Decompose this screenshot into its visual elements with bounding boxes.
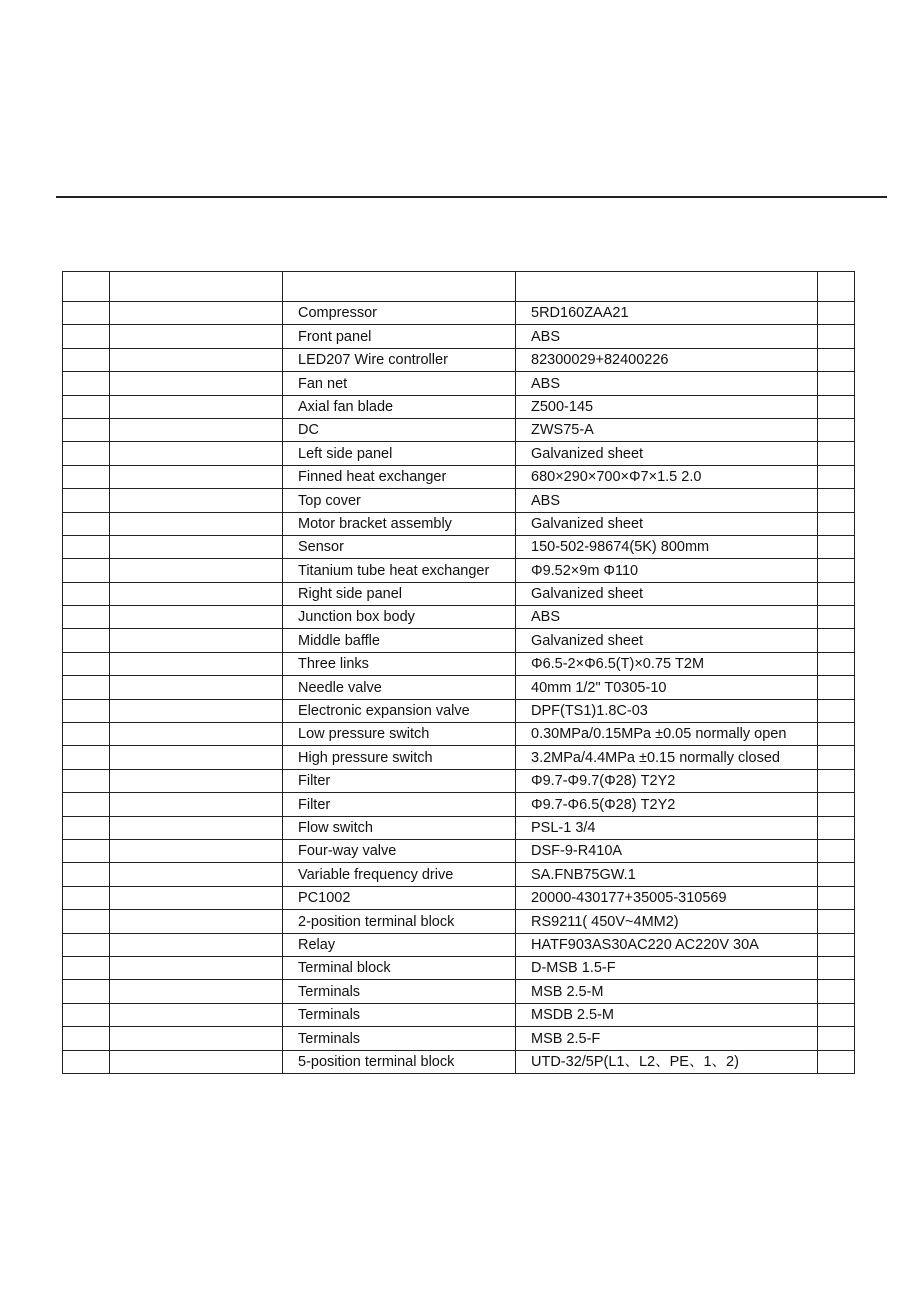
code-cell xyxy=(110,606,283,629)
part-name-cell: Finned heat exchanger xyxy=(283,465,516,488)
table-row xyxy=(63,606,855,629)
number-cell xyxy=(63,980,110,1003)
code-cell xyxy=(110,442,283,465)
quantity-cell xyxy=(818,723,855,746)
table-row xyxy=(63,676,855,699)
code-cell xyxy=(110,348,283,371)
part-spec-cell: Φ9.7-Φ6.5(Φ28) T2Y2 xyxy=(516,793,818,816)
part-spec-cell: Φ9.52×9m Φ110 xyxy=(516,559,818,582)
part-spec-cell: 150-502-98674(5K) 800mm xyxy=(516,535,818,558)
number-cell xyxy=(63,582,110,605)
table-row xyxy=(63,746,855,769)
number-cell xyxy=(63,816,110,839)
part-name-cell: Sensor xyxy=(283,535,516,558)
part-name-cell: Axial fan blade xyxy=(283,395,516,418)
part-name-cell: DC xyxy=(283,418,516,441)
code-cell xyxy=(110,418,283,441)
part-name-cell: Needle valve xyxy=(283,676,516,699)
table-row xyxy=(63,348,855,371)
code-cell xyxy=(110,886,283,909)
quantity-cell xyxy=(818,1027,855,1050)
part-name-cell: High pressure switch xyxy=(283,746,516,769)
code-cell xyxy=(110,325,283,348)
code-cell xyxy=(110,910,283,933)
table-row xyxy=(63,793,855,816)
code-cell xyxy=(110,769,283,792)
code-cell xyxy=(110,395,283,418)
code-cell xyxy=(110,372,283,395)
part-spec-cell: Galvanized sheet xyxy=(516,629,818,652)
quantity-cell xyxy=(818,956,855,979)
part-spec-cell: 0.30MPa/0.15MPa ±0.05 normally open xyxy=(516,723,818,746)
quantity-cell xyxy=(818,582,855,605)
part-spec-cell: PSL-1 3/4 xyxy=(516,816,818,839)
code-cell xyxy=(110,839,283,862)
table-row xyxy=(63,1027,855,1050)
number-cell xyxy=(63,1003,110,1026)
part-spec-cell: Galvanized sheet xyxy=(516,442,818,465)
part-name-cell: Fan net xyxy=(283,372,516,395)
quantity-cell xyxy=(818,489,855,512)
table-row xyxy=(63,629,855,652)
quantity-cell xyxy=(818,980,855,1003)
quantity-cell xyxy=(818,512,855,535)
code-cell xyxy=(110,1050,283,1073)
part-spec-cell: ABS xyxy=(516,325,818,348)
number-cell xyxy=(63,933,110,956)
part-name-cell: Right side panel xyxy=(283,582,516,605)
part-name-cell: 5-position terminal block xyxy=(283,1050,516,1073)
part-spec-cell: Φ9.7-Φ9.7(Φ28) T2Y2 xyxy=(516,769,818,792)
quantity-cell xyxy=(818,1050,855,1073)
part-name-cell: Terminals xyxy=(283,1027,516,1050)
table-row xyxy=(63,723,855,746)
number-cell xyxy=(63,723,110,746)
part-name-cell: PC1002 xyxy=(283,886,516,909)
number-cell xyxy=(63,606,110,629)
part-spec-cell: 20000-430177+35005-310569 xyxy=(516,886,818,909)
table-row xyxy=(63,769,855,792)
quantity-cell xyxy=(818,886,855,909)
part-spec-cell: UTD-32/5P(L1、L2、PE、1、2) xyxy=(516,1050,818,1073)
part-spec-cell: Galvanized sheet xyxy=(516,512,818,535)
table-row xyxy=(63,910,855,933)
header-cell-number xyxy=(63,272,110,302)
number-cell xyxy=(63,652,110,675)
code-cell xyxy=(110,1003,283,1026)
quantity-cell xyxy=(818,676,855,699)
part-spec-cell: MSB 2.5-F xyxy=(516,1027,818,1050)
part-spec-cell: Φ6.5-2×Φ6.5(T)×0.75 T2M xyxy=(516,652,818,675)
part-name-cell: Middle baffle xyxy=(283,629,516,652)
table-row xyxy=(63,886,855,909)
quantity-cell xyxy=(818,465,855,488)
part-name-cell: Filter xyxy=(283,769,516,792)
part-name-cell: Terminals xyxy=(283,980,516,1003)
part-name-cell: Filter xyxy=(283,793,516,816)
quantity-cell xyxy=(818,418,855,441)
part-spec-cell: 5RD160ZAA21 xyxy=(516,302,818,325)
number-cell xyxy=(63,302,110,325)
table-header-row xyxy=(63,272,855,302)
number-cell xyxy=(63,512,110,535)
number-cell xyxy=(63,956,110,979)
part-spec-cell: DSF-9-R410A xyxy=(516,839,818,862)
code-cell xyxy=(110,535,283,558)
code-cell xyxy=(110,489,283,512)
quantity-cell xyxy=(818,395,855,418)
code-cell xyxy=(110,302,283,325)
header-cell-name xyxy=(283,272,516,302)
part-name-cell: Junction box body xyxy=(283,606,516,629)
part-spec-cell: RS9211( 450V~4MM2) xyxy=(516,910,818,933)
number-cell xyxy=(63,863,110,886)
part-name-cell: Four-way valve xyxy=(283,839,516,862)
code-cell xyxy=(110,863,283,886)
table-row xyxy=(63,699,855,722)
part-spec-cell: HATF903AS30AC220 AC220V 30A xyxy=(516,933,818,956)
part-name-cell: Titanium tube heat exchanger xyxy=(283,559,516,582)
quantity-cell xyxy=(818,325,855,348)
number-cell xyxy=(63,769,110,792)
table-row xyxy=(63,535,855,558)
part-name-cell: Terminals xyxy=(283,1003,516,1026)
code-cell xyxy=(110,676,283,699)
quantity-cell xyxy=(818,933,855,956)
quantity-cell xyxy=(818,372,855,395)
table-row xyxy=(63,652,855,675)
part-spec-cell: ABS xyxy=(516,606,818,629)
table-row xyxy=(63,489,855,512)
quantity-cell xyxy=(818,442,855,465)
quantity-cell xyxy=(818,629,855,652)
part-spec-cell: Galvanized sheet xyxy=(516,582,818,605)
code-cell xyxy=(110,793,283,816)
table-row xyxy=(63,582,855,605)
table-row xyxy=(63,980,855,1003)
part-spec-cell: 680×290×700×Φ7×1.5 2.0 xyxy=(516,465,818,488)
quantity-cell xyxy=(818,699,855,722)
number-cell xyxy=(63,629,110,652)
part-name-cell: Top cover xyxy=(283,489,516,512)
number-cell xyxy=(63,793,110,816)
table-row xyxy=(63,933,855,956)
code-cell xyxy=(110,512,283,535)
table-row xyxy=(63,465,855,488)
quantity-cell xyxy=(818,606,855,629)
quantity-cell xyxy=(818,793,855,816)
table-row xyxy=(63,395,855,418)
parts-list-table xyxy=(62,271,855,1074)
part-spec-cell: ABS xyxy=(516,372,818,395)
code-cell xyxy=(110,465,283,488)
number-cell xyxy=(63,489,110,512)
part-name-cell: Motor bracket assembly xyxy=(283,512,516,535)
part-spec-cell: ABS xyxy=(516,489,818,512)
part-spec-cell: MSDB 2.5-M xyxy=(516,1003,818,1026)
part-name-cell: Flow switch xyxy=(283,816,516,839)
table-row xyxy=(63,1003,855,1026)
number-cell xyxy=(63,746,110,769)
number-cell xyxy=(63,535,110,558)
quantity-cell xyxy=(818,559,855,582)
part-spec-cell: 82300029+82400226 xyxy=(516,348,818,371)
part-name-cell: Low pressure switch xyxy=(283,723,516,746)
number-cell xyxy=(63,559,110,582)
code-cell xyxy=(110,723,283,746)
table-row xyxy=(63,325,855,348)
number-cell xyxy=(63,910,110,933)
table-row xyxy=(63,372,855,395)
code-cell xyxy=(110,1027,283,1050)
part-spec-cell: DPF(TS1)1.8C-03 xyxy=(516,699,818,722)
number-cell xyxy=(63,1050,110,1073)
code-cell xyxy=(110,559,283,582)
header-cell-spec xyxy=(516,272,818,302)
quantity-cell xyxy=(818,535,855,558)
number-cell xyxy=(63,1027,110,1050)
part-spec-cell: SA.FNB75GW.1 xyxy=(516,863,818,886)
quantity-cell xyxy=(818,302,855,325)
part-name-cell: LED207 Wire controller xyxy=(283,348,516,371)
part-spec-cell: ZWS75-A xyxy=(516,418,818,441)
quantity-cell xyxy=(818,1003,855,1026)
table-row xyxy=(63,442,855,465)
table-row xyxy=(63,559,855,582)
number-cell xyxy=(63,839,110,862)
part-name-cell: Relay xyxy=(283,933,516,956)
quantity-cell xyxy=(818,863,855,886)
code-cell xyxy=(110,746,283,769)
part-spec-cell: MSB 2.5-M xyxy=(516,980,818,1003)
code-cell xyxy=(110,933,283,956)
part-name-cell: Compressor xyxy=(283,302,516,325)
code-cell xyxy=(110,816,283,839)
parts-table-body xyxy=(63,302,855,1074)
number-cell xyxy=(63,676,110,699)
quantity-cell xyxy=(818,348,855,371)
part-name-cell: Terminal block xyxy=(283,956,516,979)
table-row xyxy=(63,512,855,535)
quantity-cell xyxy=(818,910,855,933)
number-cell xyxy=(63,442,110,465)
table-row xyxy=(63,839,855,862)
header-cell-quantity xyxy=(818,272,855,302)
number-cell xyxy=(63,886,110,909)
code-cell xyxy=(110,699,283,722)
table-row xyxy=(63,956,855,979)
part-spec-cell: D-MSB 1.5-F xyxy=(516,956,818,979)
part-spec-cell: Z500-145 xyxy=(516,395,818,418)
part-name-cell: Left side panel xyxy=(283,442,516,465)
table-row xyxy=(63,863,855,886)
number-cell xyxy=(63,348,110,371)
table-row xyxy=(63,816,855,839)
quantity-cell xyxy=(818,839,855,862)
part-spec-cell: 3.2MPa/4.4MPa ±0.15 normally closed xyxy=(516,746,818,769)
table-row xyxy=(63,1050,855,1073)
table-row xyxy=(63,418,855,441)
part-name-cell: Three links xyxy=(283,652,516,675)
number-cell xyxy=(63,325,110,348)
code-cell xyxy=(110,956,283,979)
number-cell xyxy=(63,372,110,395)
part-spec-cell: 40mm 1/2" T0305-10 xyxy=(516,676,818,699)
number-cell xyxy=(63,395,110,418)
part-name-cell: 2-position terminal block xyxy=(283,910,516,933)
code-cell xyxy=(110,980,283,1003)
quantity-cell xyxy=(818,769,855,792)
table-row xyxy=(63,302,855,325)
part-name-cell: Variable frequency drive xyxy=(283,863,516,886)
quantity-cell xyxy=(818,652,855,675)
part-name-cell: Electronic expansion valve xyxy=(283,699,516,722)
quantity-cell xyxy=(818,746,855,769)
number-cell xyxy=(63,699,110,722)
header-divider xyxy=(56,196,887,198)
code-cell xyxy=(110,629,283,652)
quantity-cell xyxy=(818,816,855,839)
number-cell xyxy=(63,418,110,441)
code-cell xyxy=(110,582,283,605)
part-name-cell: Front panel xyxy=(283,325,516,348)
header-cell-code xyxy=(110,272,283,302)
code-cell xyxy=(110,652,283,675)
number-cell xyxy=(63,465,110,488)
